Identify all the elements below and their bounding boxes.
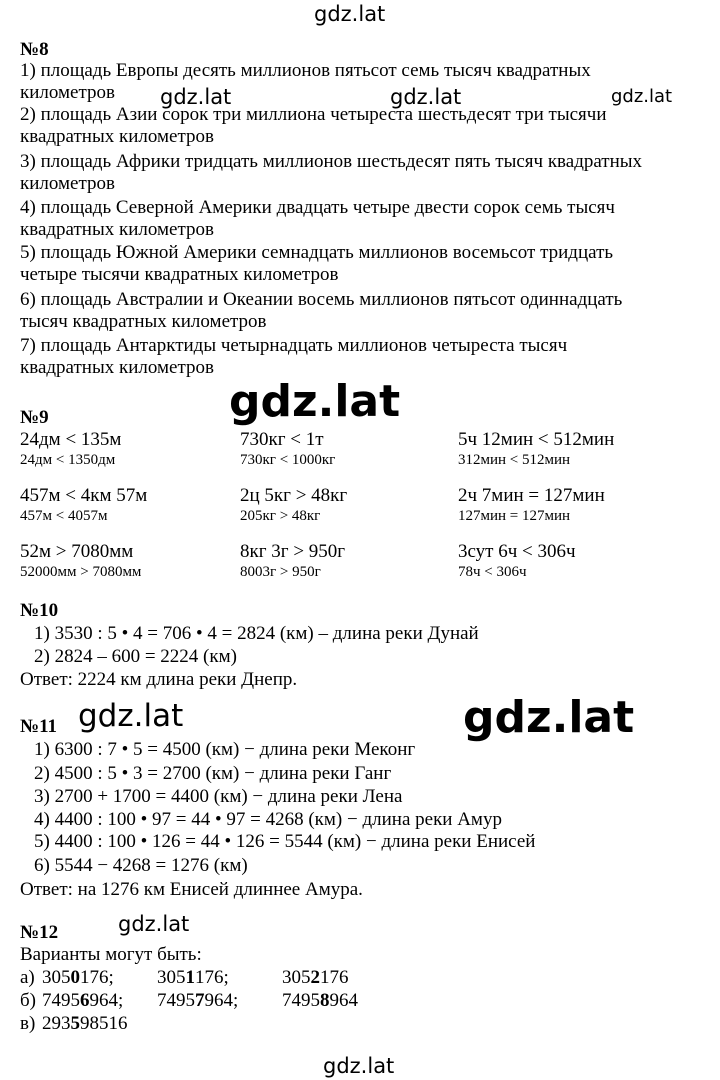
- task8-item-5-line-1: 5) площадь Южной Америки семнадцать миллионов восемьсот тридцать: [20, 242, 614, 263]
- variant: [42, 991, 123, 1010]
- comparison-converted: 8003г > 950г: [240, 564, 321, 580]
- comparison-converted: 312мин < 512мин: [458, 452, 571, 468]
- comparison-converted: 127мин = 127мин: [458, 508, 571, 524]
- task8-item-6-line-1: 6) площадь Австралии и Океании восемь миллионов пятьсот одиннадцать: [20, 289, 623, 310]
- task8-item-2: [20, 104, 700, 148]
- task8-item-3-line-1: 3) площадь Африки тридцать миллионов шестьдесят пять тысяч квадратных: [20, 151, 643, 172]
- task8-item-4: [20, 197, 700, 241]
- row-label: б): [20, 990, 36, 1011]
- task8-heading: №8: [20, 39, 49, 60]
- comparison-cell: [20, 428, 240, 470]
- task8-item-5: [20, 242, 700, 286]
- comparison-cell: [20, 484, 240, 526]
- task8-item-7-line-1: 7) площадь Антарктиды четырнадцать миллионов четыреста тысяч: [20, 335, 568, 356]
- variant-prefix: 293: [42, 1013, 71, 1034]
- watermark: gdz.lat: [314, 2, 386, 26]
- variant: [42, 968, 114, 987]
- comparison-converted: 457м < 4057м: [20, 508, 108, 524]
- task10-heading: №10: [20, 600, 59, 621]
- variant-prefix: 305: [157, 967, 186, 988]
- variant-suffix: 964;: [89, 990, 124, 1011]
- variant-digit: 1: [185, 967, 195, 988]
- comparison-cell: [20, 540, 240, 582]
- task12-intro: Варианты могут быть:: [20, 944, 202, 965]
- variant-digit: 0: [70, 967, 80, 988]
- task11-step-6: 6) 5544 − 4268 = 1276 (км): [34, 855, 248, 876]
- task8-item-6-line-2: тысяч квадратных километров: [20, 311, 267, 332]
- variant: [157, 968, 229, 987]
- row-label: а): [20, 967, 35, 988]
- comparison-cell: [240, 428, 458, 470]
- variant: [157, 991, 238, 1010]
- comparison-cell: [458, 484, 698, 526]
- comparison-expression: 8кг 3г > 950г: [240, 541, 346, 562]
- comparison-cell: [240, 540, 458, 582]
- variant-suffix: 176: [320, 967, 349, 988]
- row-label: в): [20, 1013, 36, 1034]
- variant-suffix: 964: [329, 990, 358, 1011]
- watermark: gdz.lat: [390, 85, 462, 109]
- variant-digit: 2: [310, 967, 320, 988]
- variant-digit: 8: [320, 990, 330, 1011]
- task9-heading: №9: [20, 407, 49, 428]
- task11-step-2: 2) 4500 : 5 • 3 = 2700 (км) − длина реки Ганг: [34, 763, 392, 784]
- task8-item-7-line-2: квадратных километров: [20, 357, 214, 378]
- comparison-cell: [458, 428, 698, 470]
- task11-answer: Ответ: на 1276 км Енисей длиннее Амура.: [20, 879, 363, 900]
- comparison-expression: 5ч 12мин < 512мин: [458, 429, 615, 450]
- variant: [42, 1014, 128, 1033]
- task11-step-4: 4) 4400 : 100 • 97 = 44 • 97 = 4268 (км) − длина реки Амур: [34, 809, 502, 830]
- watermark: gdz.lat: [323, 1054, 395, 1078]
- variant-prefix: 305: [42, 967, 71, 988]
- task8-item-2-line-1: 2) площадь Азии сорок три миллиона четыреста шестьдесят три тысячи: [20, 104, 607, 125]
- comparison-converted: 24дм < 1350дм: [20, 452, 116, 468]
- variant-prefix: 7495: [157, 990, 195, 1011]
- variant-prefix: 7495: [282, 990, 320, 1011]
- variant-digit: 5: [70, 1013, 80, 1034]
- task9-comparisons: [20, 428, 698, 582]
- comparison-converted: 205кг > 48кг: [240, 508, 321, 524]
- comparison-cell: [240, 484, 458, 526]
- task8-item-5-line-2: четыре тысячи квадратных километров: [20, 264, 339, 285]
- task8-item-4-line-1: 4) площадь Северной Америки двадцать четыре двести сорок семь тысяч: [20, 197, 615, 218]
- comparison-converted: 78ч < 306ч: [458, 564, 527, 580]
- comparison-converted: 730кг < 1000кг: [240, 452, 336, 468]
- task8-item-3: [20, 151, 700, 195]
- comparison-expression: 2ц 5кг > 48кг: [240, 485, 348, 506]
- watermark: gdz.lat: [463, 692, 635, 743]
- watermark: gdz.lat: [160, 85, 232, 109]
- comparison-expression: 457м < 4км 57м: [20, 485, 148, 506]
- variant-suffix: 98516: [80, 1013, 128, 1034]
- task8-item-1-line-2: километров: [20, 82, 115, 103]
- comparison-expression: 730кг < 1т: [240, 429, 324, 450]
- task11-heading: №11: [20, 716, 58, 737]
- comparison-expression: 24дм < 135м: [20, 429, 122, 450]
- task11-step-5: 5) 4400 : 100 • 126 = 44 • 126 = 5544 (км) − длина реки Енисей: [34, 831, 536, 852]
- watermark: gdz.lat: [611, 86, 673, 107]
- task12-heading: №12: [20, 922, 59, 943]
- task8-item-7: [20, 335, 700, 379]
- task11-step-1: 1) 6300 : 7 • 5 = 4500 (км) − длина реки Меконг: [34, 739, 416, 760]
- task10-answer: Ответ: 2224 км длина реки Днепр.: [20, 669, 298, 690]
- task8-item-1: [20, 60, 700, 107]
- variant-digit: 7: [195, 990, 205, 1011]
- variant: [282, 991, 358, 1010]
- task11-step-3: 3) 2700 + 1700 = 4400 (км) − длина реки Лена: [34, 786, 403, 807]
- task8-item-6: [20, 289, 700, 333]
- variant-suffix: 176;: [195, 967, 229, 988]
- comparison-expression: 52м > 7080мм: [20, 541, 134, 562]
- comparison-converted: 52000мм > 7080мм: [20, 564, 142, 580]
- task8-item-2-line-2: квадратных километров: [20, 126, 214, 147]
- variant-digit: 6: [80, 990, 90, 1011]
- watermark: gdz.lat: [118, 912, 190, 936]
- task10-step-1: 1) 3530 : 5 • 4 = 706 • 4 = 2824 (км) – длина реки Дунай: [34, 623, 479, 644]
- watermark: gdz.lat: [78, 698, 184, 734]
- variant-suffix: 964;: [204, 990, 239, 1011]
- task8-item-3-line-2: километров: [20, 173, 115, 194]
- variant-prefix: 7495: [42, 990, 80, 1011]
- variant: [282, 968, 349, 987]
- task8-item-4-line-2: квадратных километров: [20, 219, 214, 240]
- task8-item-1-line-1: 1) площадь Европы десять миллионов пятьсот семь тысяч квадратных: [20, 60, 591, 81]
- watermark: gdz.lat: [229, 376, 401, 427]
- variant-suffix: 176;: [80, 967, 114, 988]
- comparison-expression: 3сут 6ч < 306ч: [458, 541, 576, 562]
- comparison-cell: [458, 540, 698, 582]
- variant-prefix: 305: [282, 967, 311, 988]
- task10-step-2: 2) 2824 – 600 = 2224 (км): [34, 646, 237, 667]
- comparison-expression: 2ч 7мин = 127мин: [458, 485, 605, 506]
